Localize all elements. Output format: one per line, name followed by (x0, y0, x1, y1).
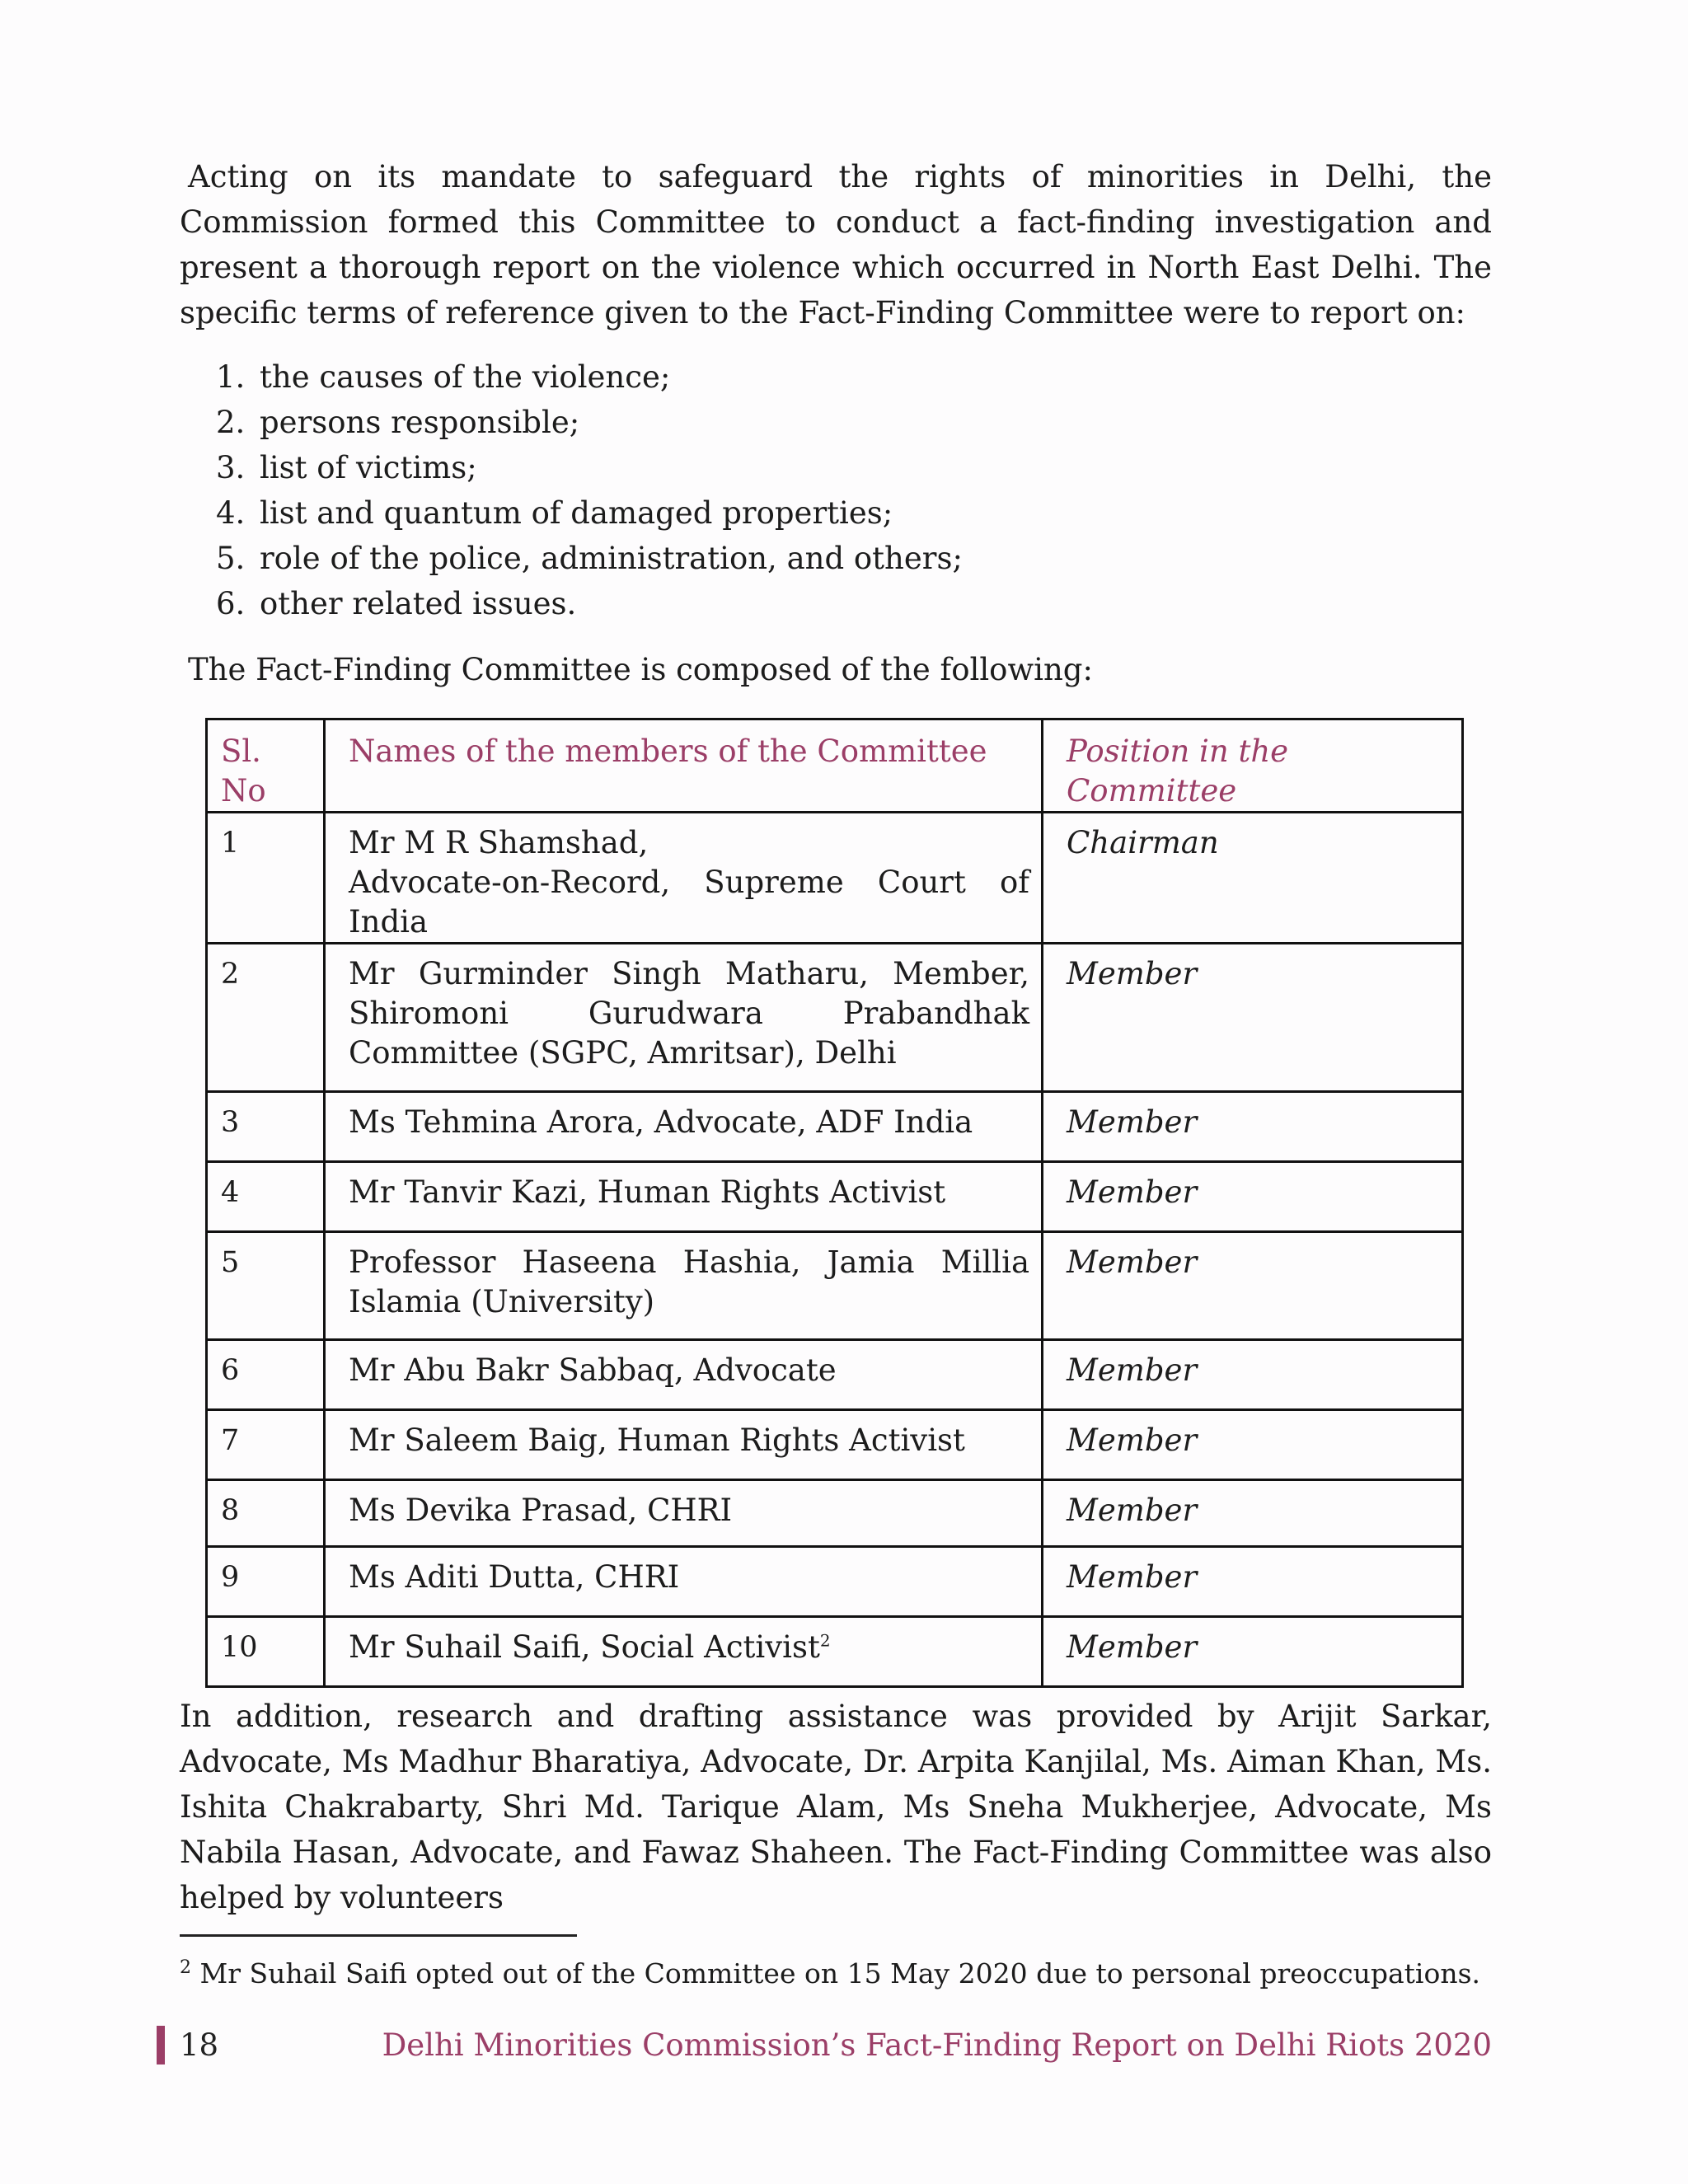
cell-position: Chairman (1043, 813, 1463, 944)
committee-members-table (205, 718, 1464, 1688)
table-row (207, 1232, 1463, 1340)
table-row (207, 1162, 1463, 1232)
intro-paragraph (180, 154, 1492, 335)
header-sl-no: Sl. No (207, 719, 325, 813)
cell-sl-no: 5 (207, 1232, 325, 1340)
member-name-line: Ms Tehmina Arora, Advocate, ADF India (349, 1104, 973, 1140)
cell-sl-no: 2 (207, 944, 325, 1092)
cell-position: Member (1043, 1410, 1463, 1480)
table-row (207, 1092, 1463, 1162)
intro-text: Acting on its mandate to safeguard the rights of minorities in Delhi, the Commission formed this Committee to conduct a fact-finding investigation and present a thorough report on the violence which occurred in North East Delhi. The specific terms of reference given to the Fact-Finding Committee were to report on: (180, 159, 1492, 330)
table-row (207, 813, 1463, 944)
cell-sl-no: 8 (207, 1480, 325, 1547)
footnote-reference: 2 (819, 1630, 831, 1651)
table-row (207, 1617, 1463, 1687)
page-number: 18 (180, 2027, 219, 2063)
footnote-text: Mr Suhail Saifi opted out of the Committee on 15 May 2020 due to personal preoccupations. (199, 1957, 1481, 1990)
member-name-line: Mr Gurminder Singh Matharu, Member, Shiromoni Gurudwara Prabandhak Committee (SGPC, Amritsar), Delhi (349, 956, 1029, 1071)
table-row (207, 1340, 1463, 1410)
member-name-line: Advocate-on-Record, Supreme Court of India (349, 865, 1029, 940)
table-row (207, 944, 1463, 1092)
footnote-marker: 2 (180, 1957, 191, 1978)
terms-of-reference-list (216, 354, 1452, 626)
cell-member-name (325, 1410, 1043, 1480)
cell-position: Member (1043, 1340, 1463, 1410)
cell-position: Member (1043, 1092, 1463, 1162)
member-name-line: Professor Haseena Hashia, Jamia Millia Islamia (University) (349, 1244, 1029, 1319)
term-text: other related issues. (260, 586, 577, 621)
term-number: 6. (216, 586, 246, 621)
footnote-divider (180, 1934, 577, 1937)
table-row (207, 1480, 1463, 1547)
member-name-line: Ms Aditi Dutta, CHRI (349, 1559, 680, 1595)
term-number: 4. (216, 495, 246, 531)
member-name-line: Mr Suhail Saifi, Social Activist (349, 1629, 820, 1665)
cell-position: Member (1043, 1617, 1463, 1687)
acknowledgement-paragraph (180, 1694, 1492, 1920)
cell-position: Member (1043, 1480, 1463, 1547)
table-header-row (207, 719, 1463, 813)
header-position: Position in the Committee (1043, 719, 1463, 813)
cell-member-name (325, 944, 1043, 1092)
term-number: 5. (216, 541, 246, 576)
term-text: list of victims; (260, 450, 477, 485)
member-name-with-ref (349, 1628, 1029, 1667)
member-name-line: Mr Tanvir Kazi, Human Rights Activist (349, 1174, 946, 1210)
cell-sl-no: 10 (207, 1617, 325, 1687)
cell-sl-no: 3 (207, 1092, 325, 1162)
member-name-line: Mr Saleem Baig, Human Rights Activist (349, 1422, 965, 1458)
folio-accent-bar (157, 2026, 165, 2064)
footnote (180, 1950, 1480, 1992)
member-name-line: Ms Devika Prasad, CHRI (349, 1493, 733, 1528)
term-text: role of the police, administration, and others; (260, 541, 963, 576)
composition-intro (180, 647, 1492, 692)
term-number: 3. (216, 450, 246, 485)
term-text: list and quantum of damaged properties; (260, 495, 893, 531)
table-row (207, 1547, 1463, 1617)
member-name-line: Mr Abu Bakr Sabbaq, Advocate (349, 1352, 837, 1388)
cell-member-name (325, 1162, 1043, 1232)
term-item (216, 490, 1452, 536)
cell-member-name (325, 1092, 1043, 1162)
running-title: Delhi Minorities Commission’s Fact-Finding Report on Delhi Riots 2020 (382, 2027, 1492, 2063)
cell-member-name (325, 1547, 1043, 1617)
cell-member-name (325, 1617, 1043, 1687)
acknowledgement-text: In addition, research and drafting assistance was provided by Arijit Sarkar, Advocate, Ms Madhur Bharatiya, Advocate, Dr. Arpita Kanjilal, Ms. Aiman Khan, Ms. Ishita Chakrabarty, Shri Md. Tarique Alam, Ms Sneha Mukherjee, Advocate, Ms Nabila Hasan, Advocate, and Fawaz Shaheen. The Fact-Finding Committee was also helped by volunteers (180, 1699, 1492, 1915)
term-item (216, 400, 1452, 445)
cell-position: Member (1043, 1547, 1463, 1617)
cell-sl-no: 9 (207, 1547, 325, 1617)
table-row (207, 1410, 1463, 1480)
cell-position: Member (1043, 1232, 1463, 1340)
cell-member-name (325, 1232, 1043, 1340)
cell-sl-no: 7 (207, 1410, 325, 1480)
term-text: persons responsible; (260, 405, 580, 440)
term-number: 1. (216, 359, 246, 395)
term-item (216, 581, 1452, 626)
term-number: 2. (216, 405, 246, 440)
cell-member-name (325, 813, 1043, 944)
cell-member-name (325, 1480, 1043, 1547)
cell-position: Member (1043, 1162, 1463, 1232)
cell-sl-no: 4 (207, 1162, 325, 1232)
cell-sl-no: 1 (207, 813, 325, 944)
cell-sl-no: 6 (207, 1340, 325, 1410)
term-item (216, 445, 1452, 490)
cell-member-name (325, 1340, 1043, 1410)
member-name-line: Mr M R Shamshad, (349, 825, 649, 860)
composition-intro-text: The Fact-Finding Committee is composed of the following: (188, 652, 1093, 687)
term-item (216, 354, 1452, 400)
cell-position: Member (1043, 944, 1463, 1092)
header-member-names: Names of the members of the Committee (325, 719, 1043, 813)
term-text: the causes of the violence; (260, 359, 671, 395)
term-item (216, 536, 1452, 581)
